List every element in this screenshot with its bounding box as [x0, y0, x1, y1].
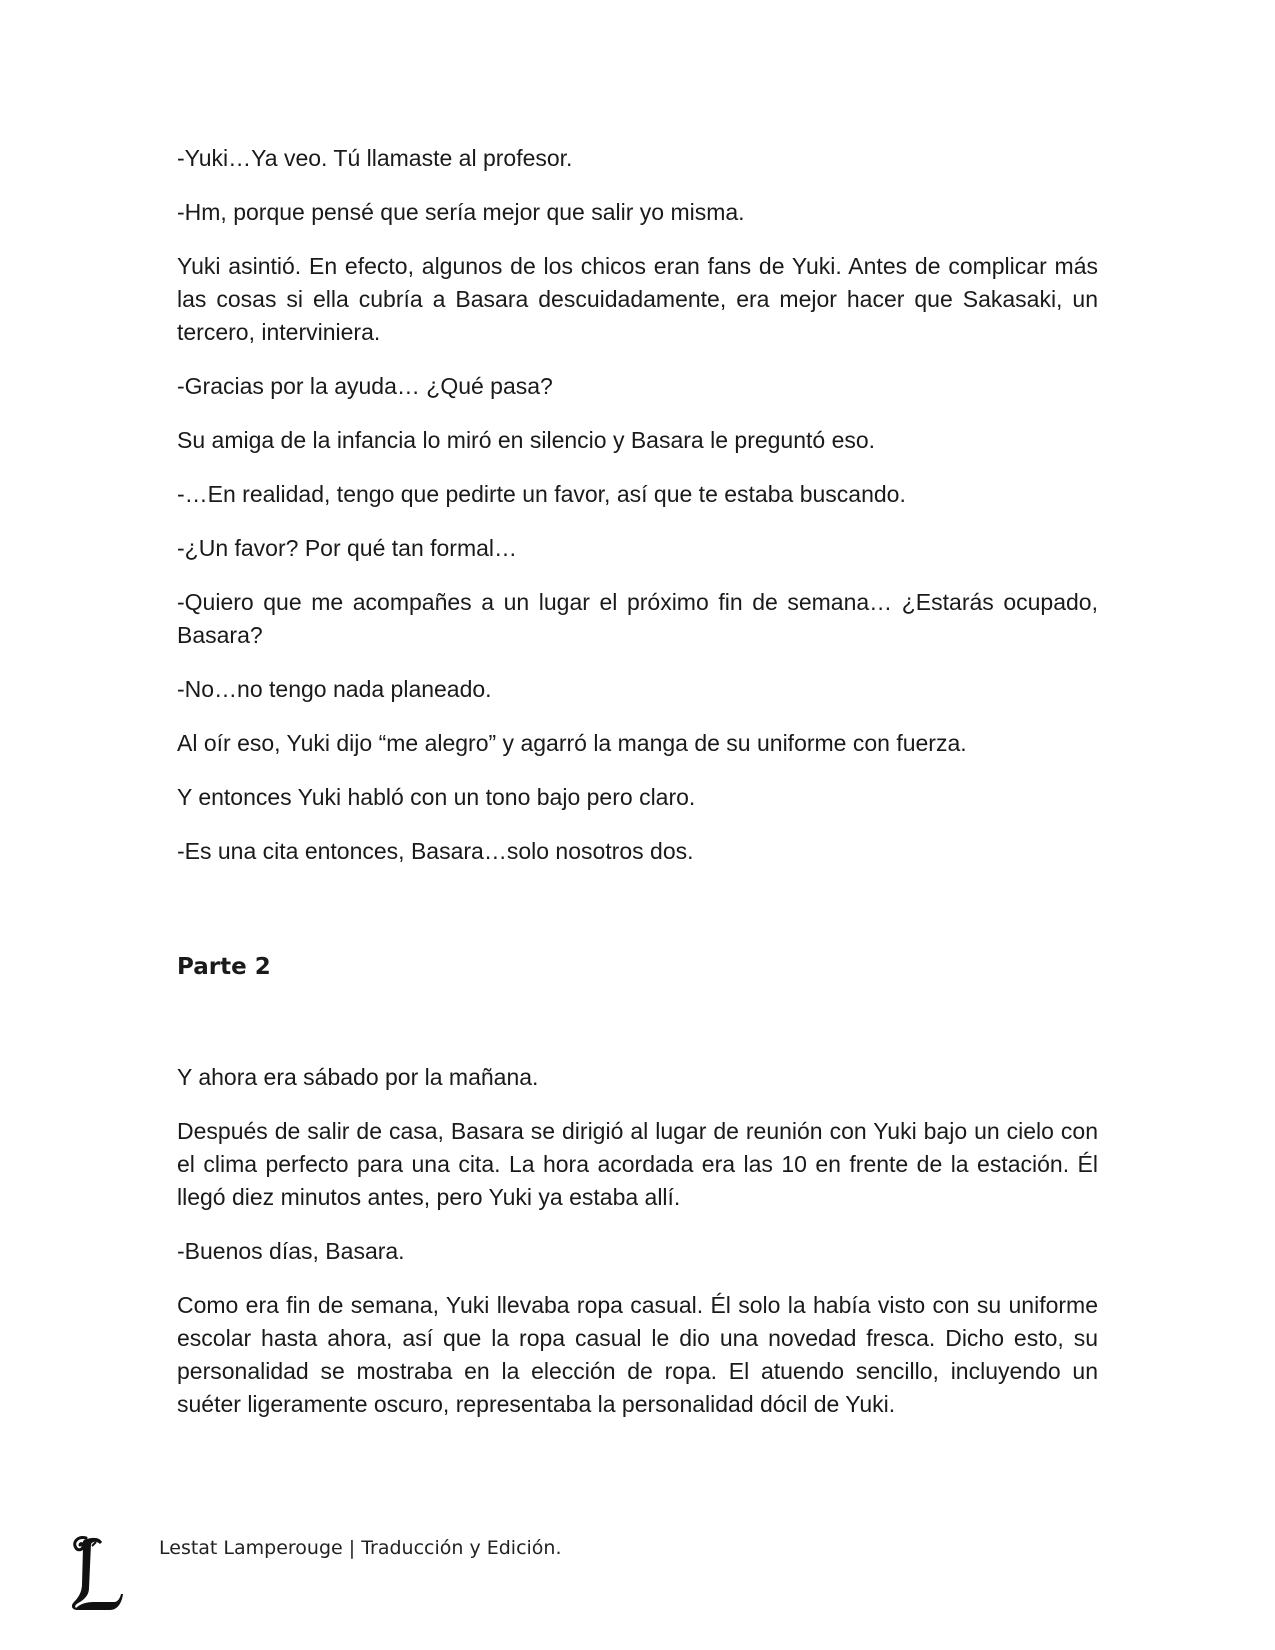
paragraph: Y entonces Yuki habló con un tono bajo pero claro. [177, 784, 696, 810]
footer-credit: Lestat Lamperouge | Traducción y Edición. [159, 1537, 562, 1559]
page-footer [64, 1532, 764, 1622]
paragraph: Yuki asintió. En efecto, algunos de los chicos eran fans de Yuki. Antes de complicar más las cosas si ella cubría a Basara descuidadamente, era mejor hacer que Sakasaki, un tercero, interviniera. [177, 253, 1098, 345]
paragraph: -Hm, porque pensé que sería mejor que salir yo misma. [177, 199, 745, 225]
paragraph: Y ahora era sábado por la mañana. [177, 1064, 539, 1090]
paragraph: -Yuki…Ya veo. Tú llamaste al profesor. [177, 145, 573, 171]
paragraph: -Buenos días, Basara. [177, 1238, 405, 1264]
paragraph: Su amiga de la infancia lo miró en silencio y Basara le preguntó eso. [177, 427, 876, 453]
paragraph: -No…no tengo nada planeado. [177, 676, 492, 702]
paragraph: -Quiero que me acompañes a un lugar el próximo fin de semana… ¿Estarás ocupado, Basara? [177, 589, 1098, 648]
paragraph: Después de salir de casa, Basara se dirigió al lugar de reunión con Yuki bajo un cielo con el clima perfecto para una cita. La hora acordada era las 10 en frente de la estación. Él llegó diez minutos antes, pero Yuki ya estaba allí. [177, 1118, 1098, 1210]
paragraph: -Es una cita entonces, Basara…solo nosotros dos. [177, 838, 694, 864]
gothic-letter-l-logo-icon [64, 1532, 124, 1612]
paragraph: -¿Un favor? Por qué tan formal… [177, 535, 518, 561]
section-heading: Parte 2 [177, 954, 271, 980]
section-2-body [177, 1061, 1098, 1421]
paragraph: -…En realidad, tengo que pedirte un favor, así que te estaba buscando. [177, 481, 906, 507]
paragraph: -Gracias por la ayuda… ¿Qué pasa? [177, 373, 553, 399]
section-1-body [177, 142, 1098, 868]
paragraph: Al oír eso, Yuki dijo “me alegro” y agarró la manga de su uniforme con fuerza. [177, 730, 967, 756]
paragraph: Como era fin de semana, Yuki llevaba ropa casual. Él solo la había visto con su uniforme escolar hasta ahora, así que la ropa casual le dio una novedad fresca. Dicho esto, su personalidad se mostraba en la elección de ropa. El atuendo sencillo, incluyendo un suéter ligeramente oscuro, representaba la personalidad dócil de Yuki. [177, 1292, 1098, 1417]
